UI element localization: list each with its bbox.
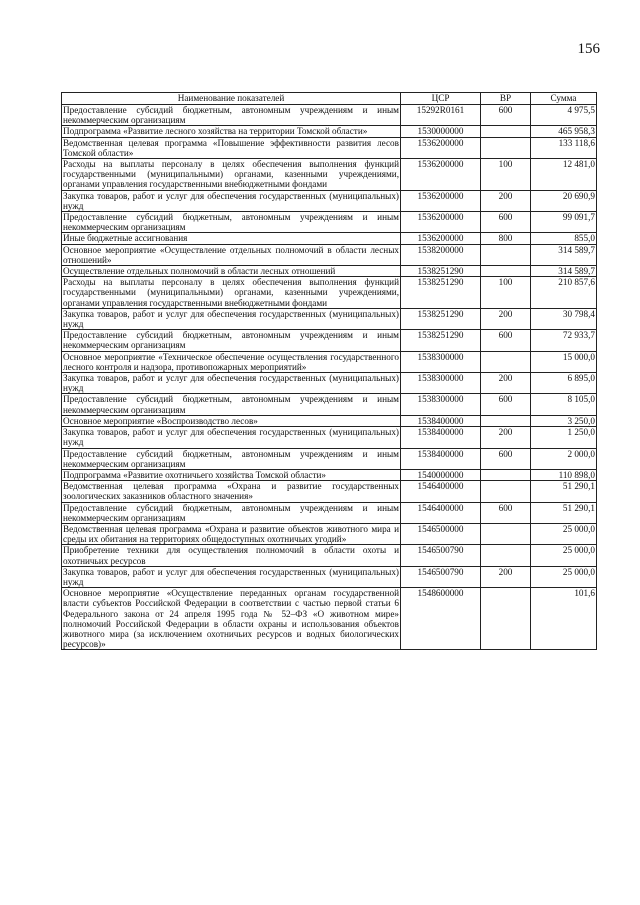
cell-vr: 600 (481, 448, 531, 469)
cell-name: Предоставление субсидий бюджетным, автономным учреждениям и иным некоммерческим организациям (63, 330, 399, 351)
table-row (62, 588, 597, 650)
cell-vr: 200 (481, 308, 531, 329)
cell-vr: 600 (481, 330, 531, 351)
cell-csr: 1548600000 (401, 588, 481, 650)
cell-vr (481, 351, 531, 372)
cell-csr: 15292R0161 (401, 105, 481, 126)
cell-vr (481, 415, 531, 426)
table-row (62, 212, 597, 233)
table-row (62, 394, 597, 415)
table-row (62, 566, 597, 587)
cell-vr: 100 (481, 159, 531, 191)
cell-sum: 110 898,0 (531, 469, 597, 480)
cell-sum: 3 250,0 (531, 415, 597, 426)
cell-sum: 12 481,0 (531, 159, 597, 191)
cell-csr: 1540000000 (401, 469, 481, 480)
cell-vr: 200 (481, 190, 531, 211)
cell-vr (481, 137, 531, 158)
cell-vr: 200 (481, 566, 531, 587)
cell-sum: 25 000,0 (531, 545, 597, 566)
cell-vr: 200 (481, 373, 531, 394)
cell-name: Ведомственная целевая программа «Охрана и развитие объектов животного мира и среды их обитания на территориях общедоступных охотничьих угодий» (63, 523, 399, 545)
cell-vr (481, 469, 531, 480)
cell-sum: 101,6 (531, 588, 597, 650)
cell-csr: 1538300000 (401, 373, 481, 394)
cell-vr (481, 126, 531, 137)
cell-csr: 1538251290 (401, 330, 481, 351)
table-row (62, 105, 597, 126)
table-row (62, 427, 597, 448)
cell-name: Предоставление субсидий бюджетным, автономным учреждениям и иным некоммерческим организациям (63, 105, 399, 126)
cell-csr: 1546500790 (401, 545, 481, 566)
table-row (62, 351, 597, 372)
table-row (62, 233, 597, 244)
cell-vr (481, 523, 531, 544)
cell-name: Осуществление отдельных полномочий в области лесных отношений (62, 266, 401, 277)
column-header-vr: ВР (481, 93, 531, 105)
table-row (62, 469, 597, 480)
cell-name: Ведомственная целевая программа «Охрана и развитие государственных зоологических заказников областного значения» (63, 481, 399, 502)
cell-vr: 800 (481, 233, 531, 244)
cell-csr: 1538300000 (401, 394, 481, 415)
cell-sum: 210 857,6 (531, 277, 597, 309)
cell-sum: 30 798,4 (531, 308, 597, 329)
cell-csr: 1536200000 (401, 137, 481, 158)
cell-name: Расходы на выплаты персоналу в целях обеспечения выполнения функций государственными (муниципальными) органами, казенными учреждениями, органами управления государственными внебюджетными фондами (63, 277, 399, 308)
cell-name: Предоставление субсидий бюджетным, автономным учреждениям и иным некоммерческим организациям (63, 502, 399, 523)
cell-name: Закупка товаров, работ и услуг для обеспечения государственных (муниципальных) нужд (63, 190, 399, 211)
cell-vr (481, 481, 531, 502)
table-row (62, 244, 597, 265)
table-row (62, 126, 597, 137)
cell-csr: 1546400000 (401, 481, 481, 502)
cell-csr: 1536200000 (401, 190, 481, 211)
cell-name: Основное мероприятие «Техническое обеспечение осуществления государственного лесного контроля и надзора, противопожарных мероприятий» (63, 351, 399, 372)
cell-csr: 1538251290 (401, 266, 481, 277)
cell-csr: 1536200000 (401, 212, 481, 233)
cell-name: Подпрограмма «Развитие охотничьего хозяйства Томской области» (62, 469, 401, 480)
budget-table (61, 92, 597, 650)
cell-csr: 1538251290 (401, 308, 481, 329)
cell-sum: 72 933,7 (531, 330, 597, 351)
cell-name: Закупка товаров, работ и услуг для обеспечения государственных (муниципальных) нужд (63, 427, 399, 448)
table-row (62, 277, 597, 309)
cell-csr: 1530000000 (401, 126, 481, 137)
table-body (62, 105, 597, 650)
cell-vr (481, 588, 531, 650)
cell-sum: 1 250,0 (531, 427, 597, 448)
cell-sum: 20 690,9 (531, 190, 597, 211)
cell-csr: 1538300000 (401, 351, 481, 372)
cell-csr: 1546400000 (401, 502, 481, 523)
cell-sum: 465 958,3 (531, 126, 597, 137)
column-header-csr: ЦСР (401, 93, 481, 105)
cell-sum: 8 105,0 (531, 394, 597, 415)
table-row (62, 159, 597, 191)
table-row (62, 373, 597, 394)
page-number: 156 (577, 41, 600, 57)
cell-vr: 200 (481, 427, 531, 448)
cell-csr: 1538200000 (401, 244, 481, 265)
cell-vr: 100 (481, 277, 531, 309)
cell-vr (481, 266, 531, 277)
cell-name: Закупка товаров, работ и услуг для обеспечения государственных (муниципальных) нужд (63, 566, 399, 587)
cell-sum: 314 589,7 (531, 244, 597, 265)
table-row (62, 330, 597, 351)
cell-csr: 1538400000 (401, 415, 481, 426)
column-header-sum: Сумма (531, 93, 597, 105)
cell-sum: 4 975,5 (531, 105, 597, 126)
table-row (62, 190, 597, 211)
cell-csr: 1536200000 (401, 233, 481, 244)
table-row (62, 502, 597, 523)
cell-sum: 314 589,7 (531, 266, 597, 277)
cell-sum: 15 000,0 (531, 351, 597, 372)
cell-name: Закупка товаров, работ и услуг для обеспечения государственных (муниципальных) нужд (63, 373, 399, 394)
cell-name: Предоставление субсидий бюджетным, автономным учреждениям и иным некоммерческим организациям (63, 394, 399, 415)
cell-vr (481, 545, 531, 566)
cell-name: Приобретение техники для осуществления полномочий в области охоты и охотничьих ресурсов (63, 545, 399, 566)
cell-vr (481, 244, 531, 265)
cell-name: Основное мероприятие «Осуществление отдельных полномочий в области лесных отношений» (63, 244, 399, 265)
cell-name: Предоставление субсидий бюджетным, автономным учреждениям и иным некоммерческим организациям (63, 212, 399, 233)
cell-name: Подпрограмма «Развитие лесного хозяйства на территории Томской области» (62, 126, 401, 137)
table-row (62, 523, 597, 544)
table-header-row (62, 93, 597, 105)
table-row (62, 137, 597, 158)
cell-vr: 600 (481, 212, 531, 233)
cell-name: Иные бюджетные ассигнования (62, 233, 401, 244)
cell-name: Основное мероприятие «Осуществление переданных органам государственной власти субъектов Российской Федерации в соответствии с частью первой статьи 6 Федерального закона от 24 апреля 1995 года № 52–ФЗ «О животном мире» полномочий Российской Федерации в области охраны и использования объектов животного мира (за исключением охотничьих ресурсов и водных биологических ресурсов)» (63, 588, 399, 650)
cell-sum: 25 000,0 (531, 523, 597, 544)
table-row (62, 481, 597, 502)
cell-csr: 1536200000 (401, 159, 481, 191)
cell-vr: 600 (481, 105, 531, 126)
table-row (62, 448, 597, 469)
cell-sum: 25 000,0 (531, 566, 597, 587)
table-row (62, 545, 597, 566)
cell-sum: 2 000,0 (531, 448, 597, 469)
cell-name: Основное мероприятие «Воспроизводство лесов» (62, 415, 401, 426)
cell-name: Предоставление субсидий бюджетным, автономным учреждениям и иным некоммерческим организациям (63, 448, 399, 469)
cell-csr: 1538251290 (401, 277, 481, 309)
cell-name: Закупка товаров, работ и услуг для обеспечения государственных (муниципальных) нужд (63, 308, 399, 330)
cell-vr: 600 (481, 502, 531, 523)
cell-sum: 99 091,7 (531, 212, 597, 233)
cell-csr: 1546500790 (401, 566, 481, 587)
cell-csr: 1546500000 (401, 523, 481, 544)
table-row (62, 308, 597, 329)
cell-name: Ведомственная целевая программа «Повышение эффективности развития лесов Томской области» (63, 137, 399, 158)
table-row (62, 266, 597, 277)
cell-name: Расходы на выплаты персоналу в целях обеспечения выполнения функций государственными (муниципальными) органами, казенными учреждениями, органами управления государственными внебюджетными фондами (63, 159, 399, 190)
cell-sum: 855,0 (531, 233, 597, 244)
cell-sum: 133 118,6 (531, 137, 597, 158)
cell-csr: 1538400000 (401, 448, 481, 469)
cell-csr: 1538400000 (401, 427, 481, 448)
cell-sum: 6 895,0 (531, 373, 597, 394)
column-header-name: Наименование показателей (62, 93, 401, 105)
table-row (62, 415, 597, 426)
cell-sum: 51 290,1 (531, 502, 597, 523)
cell-sum: 51 290,1 (531, 481, 597, 502)
cell-vr: 600 (481, 394, 531, 415)
